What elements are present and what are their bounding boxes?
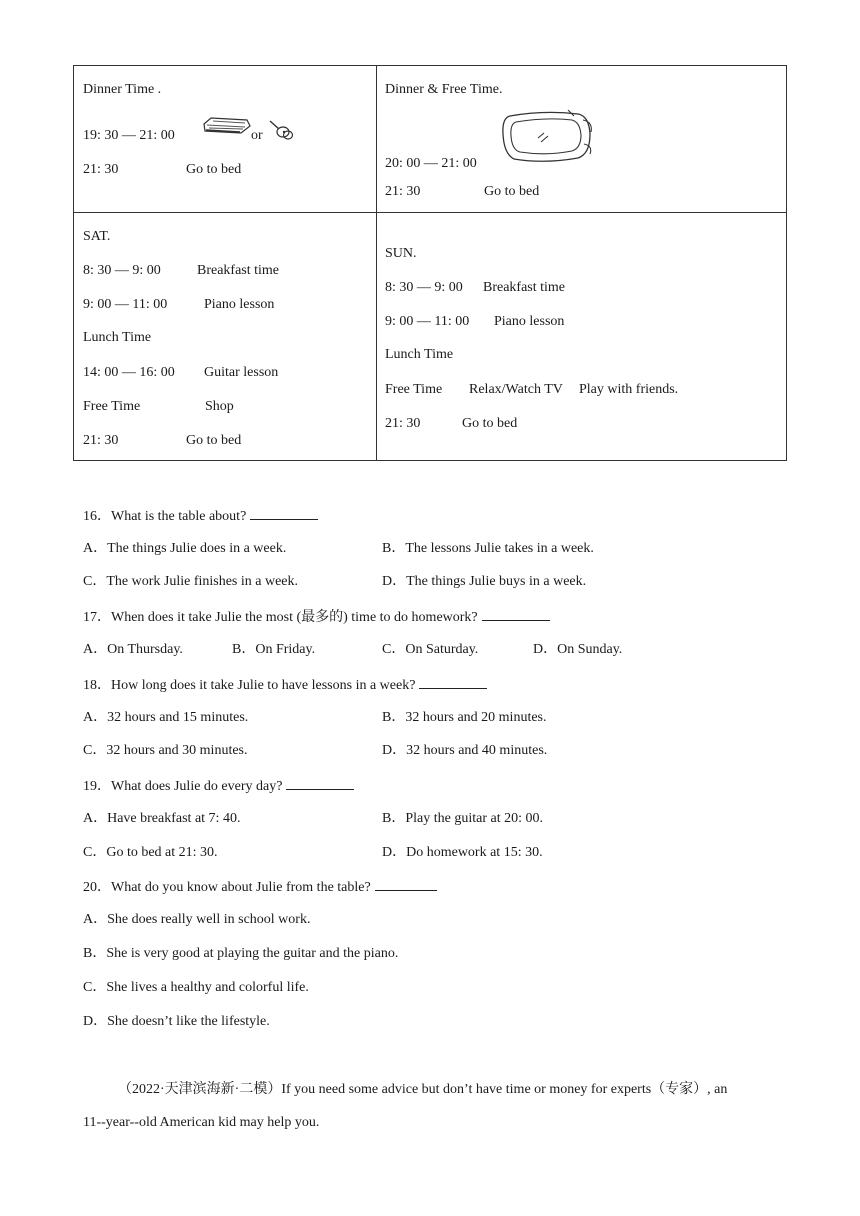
question-stem: 17．When does it take Julie the most (最多的) time to do homework? xyxy=(83,610,478,625)
answer-blank[interactable] xyxy=(286,776,354,790)
question-stem: 16．What is the table about? xyxy=(83,509,247,524)
table-divider-vertical xyxy=(376,66,377,460)
activity: Guitar lesson xyxy=(204,365,279,380)
option-d[interactable]: D．32 hours and 40 minutes. xyxy=(382,743,548,758)
option-c[interactable]: C．32 hours and 30 minutes. xyxy=(83,743,248,758)
time: 21: 30 xyxy=(385,184,421,199)
passage-line-2: 11--year--old American kid may help you. xyxy=(83,1115,320,1130)
schedule-table xyxy=(73,65,787,461)
guitar-icon xyxy=(268,118,294,140)
activity: Piano lesson xyxy=(204,297,275,312)
option-c[interactable]: C．On Saturday. xyxy=(382,642,479,657)
answer-blank[interactable] xyxy=(375,877,437,891)
option-c[interactable]: C．Go to bed at 21: 30. xyxy=(83,845,218,860)
option-a[interactable]: A．The things Julie does in a week. xyxy=(83,541,287,556)
question-stem: 20．What do you know about Julie from the table? xyxy=(83,880,371,895)
time-range: 20: 00 — 21: 00 xyxy=(385,156,477,171)
time: Free Time xyxy=(385,382,443,397)
table-divider-horizontal xyxy=(74,212,786,213)
activity: Play with friends. xyxy=(579,382,679,397)
time: Lunch Time xyxy=(83,330,152,345)
answer-blank[interactable] xyxy=(419,675,487,689)
cell-title: Dinner Time . xyxy=(83,82,162,97)
day-label: SUN. xyxy=(385,246,417,261)
time: 21: 30 xyxy=(83,433,119,448)
option-d[interactable]: D．On Sunday. xyxy=(533,642,623,657)
option-c[interactable]: C．The work Julie finishes in a week. xyxy=(83,574,299,589)
option-b[interactable]: B．The lessons Julie takes in a week. xyxy=(382,541,594,556)
option-b[interactable]: B．On Friday. xyxy=(232,642,316,657)
question-stem: 19．What does Julie do every day? xyxy=(83,779,283,794)
time: 9: 00 — 11: 00 xyxy=(385,314,470,329)
cell-title: Dinner & Free Time. xyxy=(385,82,503,97)
activity: Breakfast time xyxy=(483,280,566,295)
option-d[interactable]: D．Do homework at 15: 30. xyxy=(382,845,543,860)
activity: Shop xyxy=(205,399,234,414)
activity: Breakfast time xyxy=(197,263,280,278)
option-a[interactable]: A．She does really well in school work. xyxy=(83,912,311,927)
answer-blank[interactable] xyxy=(250,506,318,520)
time: 21: 30 xyxy=(83,162,119,177)
book-icon xyxy=(201,116,253,136)
option-b[interactable]: B．She is very good at playing the guitar and the piano. xyxy=(83,946,399,961)
day-label: SAT. xyxy=(83,229,111,244)
time-range: 19: 30 — 21: 00 xyxy=(83,128,175,143)
option-d[interactable]: D．The things Julie buys in a week. xyxy=(382,574,587,589)
or-word: or xyxy=(251,128,263,143)
activity: Go to bed xyxy=(462,416,518,431)
option-a[interactable]: A．On Thursday. xyxy=(83,642,183,657)
passage-line-1: （2022·天津滨海新·二模）If you need some advice but don’t have time or money for experts（专家）, an xyxy=(118,1082,728,1097)
tv-icon xyxy=(498,106,596,166)
option-a[interactable]: A．Have breakfast at 7: 40. xyxy=(83,811,241,826)
activity: Go to bed xyxy=(186,162,242,177)
time: 9: 00 — 11: 00 xyxy=(83,297,168,312)
option-a[interactable]: A．32 hours and 15 minutes. xyxy=(83,710,249,725)
activity: Piano lesson xyxy=(494,314,565,329)
option-b[interactable]: B．32 hours and 20 minutes. xyxy=(382,710,547,725)
activity: Go to bed xyxy=(186,433,242,448)
time: Free Time xyxy=(83,399,141,414)
time: 21: 30 xyxy=(385,416,421,431)
option-c[interactable]: C．She lives a healthy and colorful life. xyxy=(83,980,309,995)
option-b[interactable]: B．Play the guitar at 20: 00. xyxy=(382,811,543,826)
question-stem: 18．How long does it take Julie to have lessons in a week? xyxy=(83,678,416,693)
answer-blank[interactable] xyxy=(482,607,550,621)
time: 14: 00 — 16: 00 xyxy=(83,365,175,380)
activity: Relax/Watch TV xyxy=(469,382,563,397)
activity: Go to bed xyxy=(484,184,540,199)
time: 8: 30 — 9: 00 xyxy=(385,280,463,295)
time: Lunch Time xyxy=(385,347,454,362)
time: 8: 30 — 9: 00 xyxy=(83,263,161,278)
option-d[interactable]: D．She doesn’t like the lifestyle. xyxy=(83,1014,270,1029)
